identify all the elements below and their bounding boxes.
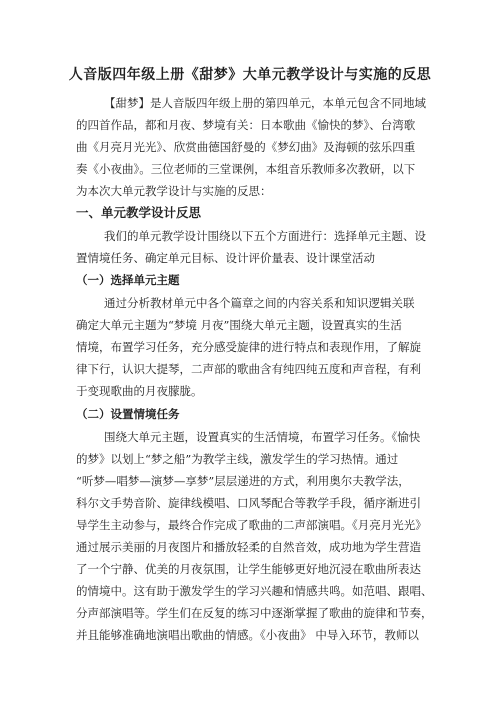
sub1-line-5: 于变现歌曲的月夜朦胧。 — [76, 384, 203, 398]
intro-line-4: 奏《小夜曲》。三位老师的三堂课例，本组音乐教师多次教研，以下 — [76, 162, 416, 176]
sub1-line-4: 律下行，认识大提琴，二声部的歌曲含有纯四纯五度和声音程，有利 — [76, 362, 421, 376]
sub2-line-3: “听梦—唱梦—演梦—享梦”层层递进的方式，利用奥尔夫教学法， — [76, 474, 410, 488]
subsection-heading-2: （二）设置情境任务 — [76, 407, 180, 421]
sub2-line-9: 分声部演唱等。学生们在反复的练习中逐渐掌握了歌曲的旋律和节奏， — [76, 606, 433, 620]
intro-line-2: 的四首作品，都和月夜、梦境有关：日本歌曲《愉快的梦》、台湾歌 — [76, 118, 416, 132]
sub2-line-6: 通过展示美丽的月夜图片和播放轻柔的自然音效，成功地为学生营造 — [76, 540, 421, 554]
document-title: 人音版四年级上册《甜梦》大单元教学设计与实施的反思 — [68, 67, 432, 83]
intro-line-1: 【甜梦】是人音版四年级上册的第四单元，本单元包含不同地域 — [104, 96, 426, 110]
sub1-line-2: 确定大单元主题为“梦境 月夜”围绕大单元主题，设置真实的生活 — [76, 318, 402, 332]
section-heading: 一、单元教学设计反思 — [76, 205, 202, 220]
sub2-line-7: 了一个宁静、优美的月夜氛围，让学生能够更好地沉浸在歌曲所表达 — [76, 562, 421, 576]
subsection-heading-1: （一）选择单元主题 — [76, 273, 180, 287]
sub2-line-8: 的情境中。这有助于激发学生的学习兴趣和情感共鸣。如范唱、跟唱、 — [76, 584, 433, 598]
sub1-line-3: 情境，布置学习任务，充分感受旋律的进行特点和表现作用，了解旋 — [76, 340, 421, 354]
sub2-line-5: 导学生主动参与，最终合作完成了歌曲的二声部演唱。《月亮月光光》 — [76, 518, 427, 532]
sub2-line-1: 围绕大单元主题，设置真实的生活情境，布置学习任务。《愉快 — [104, 430, 421, 444]
section-line-1: 我们的单元教学设计围绕以下五个方面进行：选择单元主题、设 — [104, 229, 426, 243]
sub2-line-10: 并且能够准确地演唱出歌曲的情感。《小夜曲》 中导入环节，教师以 — [76, 628, 419, 642]
intro-line-3: 曲《月亮月光光》、欣赏曲德国舒曼的《梦幻曲》及海顿的弦乐四重 — [76, 140, 416, 154]
sub2-line-2: 的梦》以划上“梦之船”为教学主线，激发学生的学习热情。通过 — [76, 452, 399, 466]
sub1-line-1: 通过分析教材单元中各个篇章之间的内容关系和知识逻辑关联 — [104, 296, 415, 310]
section-line-2: 置情境任务、确定单元目标、设计评价量表、设计课堂活动 — [76, 251, 375, 265]
intro-line-5: 为本次大单元教学设计与实施的反思： — [76, 184, 272, 198]
sub2-line-4: 科尔文手势音阶、旋律线模唱、口风琴配合等教学手段，循序渐进引 — [76, 496, 421, 510]
